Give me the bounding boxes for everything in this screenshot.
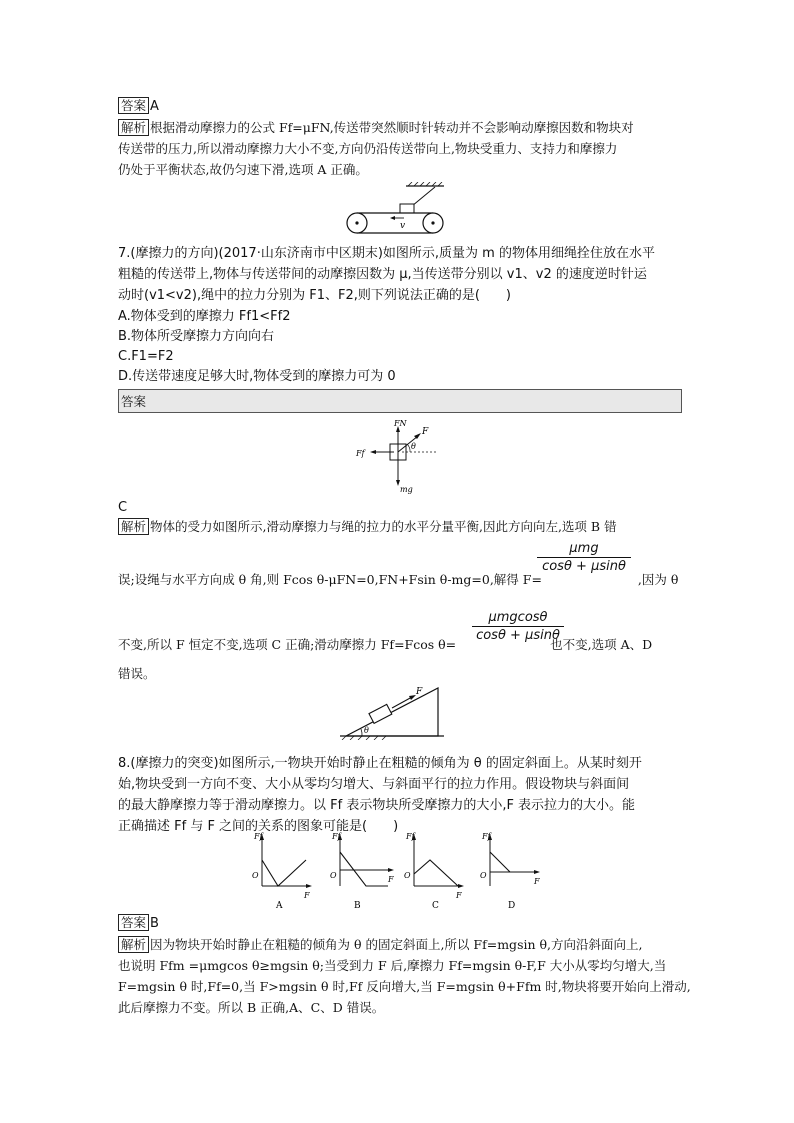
q7-option-d: D.传送带速度足够大时,物体受到的摩擦力可为 0 (118, 369, 396, 384)
svg-text:F: F (304, 891, 310, 900)
svg-text:D: D (508, 901, 516, 911)
q7-option-b: B.物体所受摩擦力方向向右 (118, 329, 275, 344)
velocity-label: v (400, 221, 406, 231)
svg-text:B: B (354, 901, 361, 911)
q7-analysis-line-1: 解析 物体的受力如图所示,滑动摩擦力与绳的拉力的水平分量平衡,因此方向向左,选项 B 错 (118, 517, 617, 537)
q8-stem-line-3: 的最大静摩擦力等于滑动摩擦力。以 Ff 表示物块所受摩擦力的大小,F 表示拉力的大小。能 (118, 798, 636, 813)
fraction-2: μmgcosθ cosθ + μsinθ (472, 610, 564, 643)
q7-analysis-line-4: 错误。 (118, 666, 156, 681)
q7-stem-line-2: 粗糙的传送带上,物体与传送带间的动摩擦因数为 μ,当传送带分别以 v1、v2 的速度逆时针运 (118, 267, 647, 282)
answer-value: B (150, 916, 159, 931)
f-label: F (422, 427, 429, 437)
q6-analysis-line-1: 解析 根据滑动摩擦力的公式 Ff=μFN,传送带突然顺时针转动并不会影响动摩擦因数和物块对 (118, 118, 634, 138)
svg-text:Ff: Ff (482, 832, 491, 841)
svg-text:F: F (456, 891, 462, 900)
incline-f-label: F (416, 687, 423, 697)
q7-stem-line-1: 7.(摩擦力的方向)(2017·山东济南市中区期末)如图所示,质量为 m 的物体用细绳拴住放在水平 (118, 246, 655, 261)
svg-text:Ff: Ff (332, 832, 341, 841)
svg-text:A: A (276, 901, 283, 911)
q7-analysis-line-2: 误;设绳与水平方向成 θ 角,则 Fcos θ-μFN=0,FN+Fsin θ-mg=0,解得 F= ,因为 θ (118, 572, 679, 587)
theta-label: θ (411, 442, 416, 451)
q6-answer-row (118, 97, 159, 117)
analysis-tag: 解析 (118, 518, 149, 535)
q8-analysis-line-1: 解析 因为物块开始时静止在粗糙的倾角为 θ 的固定斜面上,所以 Ff=mgsin θ,方向沿斜面向上, (118, 935, 642, 955)
q7-answer-bar (118, 389, 682, 413)
graph-options (244, 830, 554, 912)
q6-analysis-line-2: 传送带的压力,所以滑动摩擦力大小不变,方向仍沿传送带向上,物块受重力、支持力和摩擦力 (118, 141, 618, 156)
svg-text:O: O (252, 871, 259, 880)
answer-tag: 答案 (121, 394, 147, 409)
force-diagram (350, 418, 440, 496)
graph-a (252, 832, 312, 911)
fn-label: FN (394, 419, 407, 428)
incline-theta-label: θ (364, 726, 369, 735)
q6-analysis-line-3: 仍处于平衡状态,故仍匀速下滑,选项 A 正确。 (118, 162, 368, 177)
mg-label: mg (400, 485, 413, 494)
graph-b (330, 832, 394, 911)
answer-tag: 答案 (118, 914, 149, 931)
q7-analysis-line-3: 不变,所以 F 恒定不变,选项 C 正确;滑动摩擦力 Ff=Fcos θ= 也不变,选项 A、D (118, 637, 653, 652)
fraction-1: μmg cosθ + μsinθ (537, 541, 631, 574)
q7-stem-line-3: 动时(v1<v2),绳中的拉力分别为 F1、F2,则下列说法正确的是( ) (118, 288, 512, 303)
svg-text:O: O (404, 871, 411, 880)
q8-answer-row (118, 914, 159, 934)
graph-d (480, 832, 540, 911)
ff-label: Ff (356, 449, 365, 458)
graph-c (404, 832, 464, 911)
q8-stem-line-1: 8.(摩擦力的突变)如图所示,一物块开始时静止在粗糙的倾角为 θ 的固定斜面上。从某时刻开 (118, 756, 642, 771)
q8-analysis-line-2: 也说明 Ffm =μmgcos θ≥mgsin θ;当受到力 F 后,摩擦力 Ff=mgsin θ-F,F 大小从零均匀增大,当 (118, 958, 667, 973)
svg-text:F: F (534, 877, 540, 886)
analysis-tag: 解析 (118, 119, 149, 136)
q8-analysis-line-4: 此后摩擦力不变。所以 B 正确,A、C、D 错误。 (118, 1000, 385, 1015)
q7-answer-value: C (118, 500, 128, 515)
answer-tag: 答案 (118, 97, 149, 114)
q8-stem-line-2: 始,物块受到一方向不变、大小从零均匀增大、与斜面平行的拉力作用。假设物块与斜面间 (118, 777, 630, 792)
svg-text:O: O (480, 871, 487, 880)
q8-stem-line-4: 正确描述 Ff 与 F 之间的关系的图象可能是( ) (118, 819, 399, 834)
svg-text:C: C (432, 901, 439, 911)
q7-option-c: C.F1=F2 (118, 349, 174, 364)
q8-analysis-line-3: F=mgsin θ 时,Ff=0,当 F>mgsin θ 时,Ff 反向增大,当 F=mgsin θ+Ffm 时,物块将要开始向上滑动, (118, 979, 691, 994)
q7-option-a: A.物体受到的摩擦力 Ff1<Ff2 (118, 309, 291, 324)
answer-value: A (150, 99, 159, 114)
conveyor-belt-figure (340, 182, 450, 236)
incline-figure (336, 684, 448, 740)
svg-text:O: O (330, 871, 337, 880)
svg-text:F: F (388, 875, 394, 884)
analysis-tag: 解析 (118, 936, 149, 953)
svg-text:Ff: Ff (406, 832, 415, 841)
svg-text:Ff: Ff (254, 832, 263, 841)
